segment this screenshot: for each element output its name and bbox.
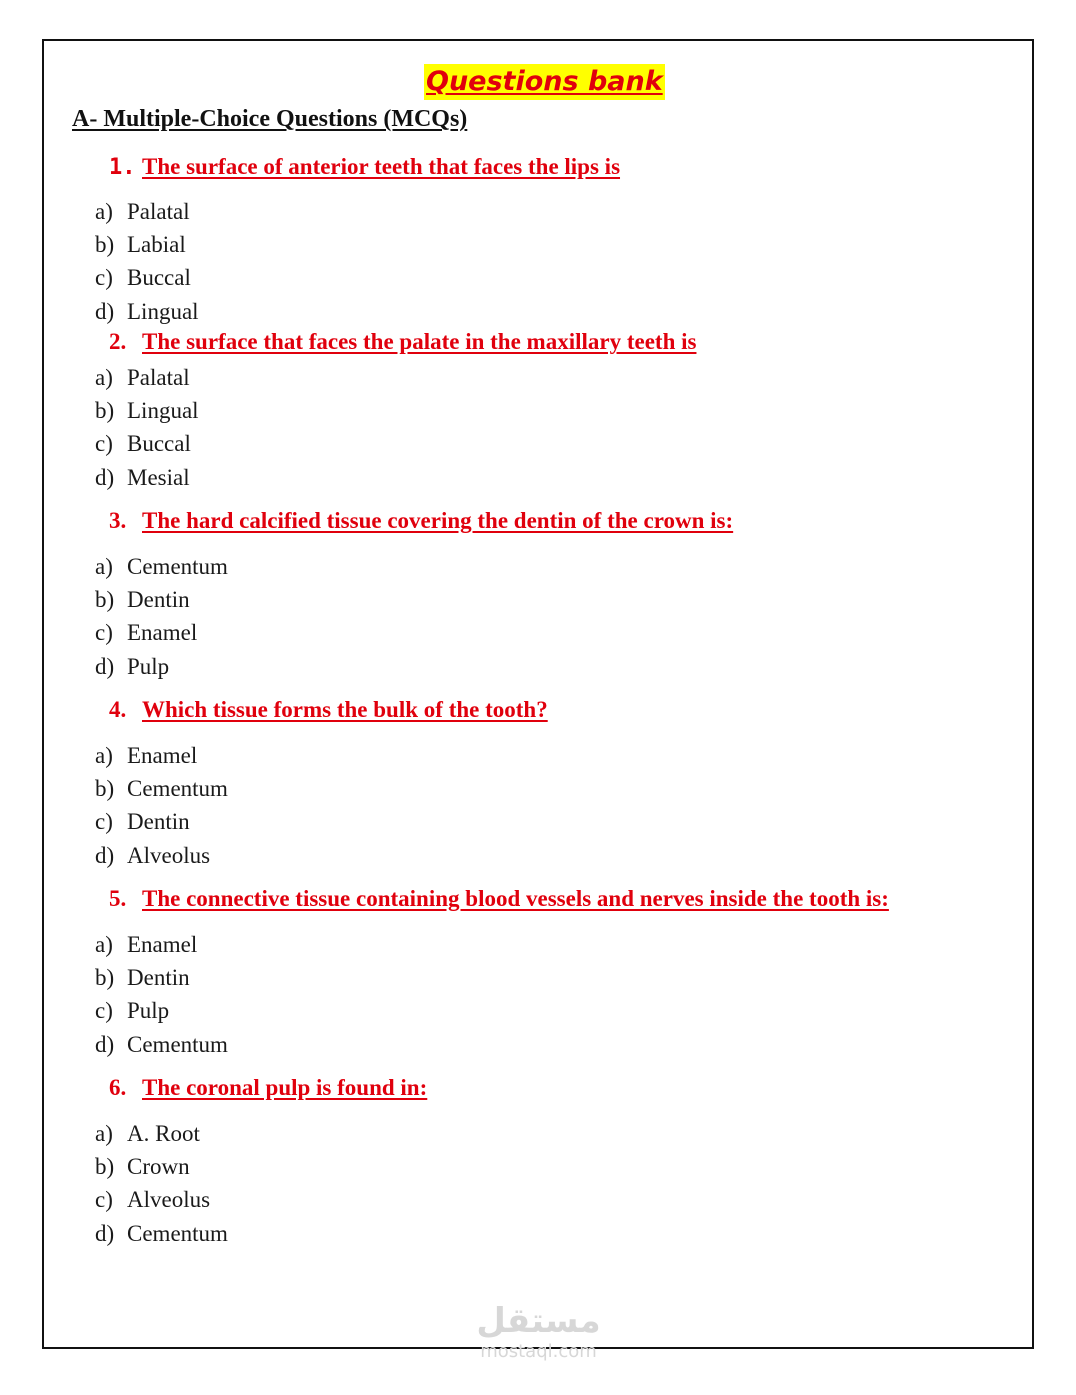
option-b [95,772,228,805]
question-number: 6. [109,1075,127,1100]
option-text: Pulp [127,998,170,1024]
option-text: Dentin [127,965,190,991]
option-letter: b) [95,776,115,802]
option-letter: c) [95,809,113,835]
option-text: Lingual [127,398,199,424]
option-d [95,839,228,872]
question-4 [109,697,548,723]
watermark-latin: mostaql.com [480,1341,597,1362]
question-number: 5. [109,886,127,911]
question-text: The surface of anterior teeth that faces the lips is [142,154,621,179]
document-title: Questions bank [424,64,665,100]
option-letter: d) [95,298,115,324]
question-4-options [95,739,228,872]
option-b [95,394,199,427]
option-c [95,805,228,838]
option-b [95,228,199,261]
option-letter: a) [95,1121,113,1146]
option-d [95,461,199,494]
option-text: Crown [127,1154,190,1180]
question-number: 4. [109,697,127,722]
question-text: Which tissue forms the bulk of the tooth? [142,697,548,722]
watermark-arabic: مستقل [476,1301,601,1341]
option-text: Dentin [127,587,190,613]
option-letter: b) [95,587,115,613]
option-text: Cementum [127,554,228,579]
option-c [95,1183,228,1216]
option-b [95,583,228,616]
question-1 [109,154,620,180]
option-d [95,1028,228,1061]
option-a [95,1117,228,1150]
question-text: The connective tissue containing blood vessels and nerves inside the tooth is: [142,886,889,911]
option-letter: a) [95,365,113,390]
option-text: Enamel [127,932,198,957]
option-a [95,928,228,961]
option-text: Alveolus [127,842,211,868]
option-text: Lingual [127,298,199,324]
option-letter: c) [95,1187,113,1213]
option-a [95,361,199,394]
option-d [95,650,228,683]
question-number: 1. [109,155,136,180]
question-text: The hard calcified tissue covering the dentin of the crown is: [142,508,734,533]
option-letter: b) [95,965,115,991]
watermark-logo [466,1300,611,1368]
option-letter: a) [95,199,113,224]
option-letter: b) [95,398,115,424]
option-d [95,295,199,328]
option-c [95,616,228,649]
option-text: Labial [127,232,186,258]
option-d [95,1217,228,1250]
option-text: Cementum [127,1031,228,1057]
option-letter: d) [95,653,115,679]
option-text: Buccal [127,265,191,291]
question-text: The surface that faces the palate in the maxillary teeth is [142,329,697,354]
question-1-options [95,195,199,328]
option-c [95,994,228,1027]
option-text: Cementum [127,776,228,802]
option-letter: d) [95,1220,115,1246]
option-text: Palatal [127,365,190,390]
option-text: Buccal [127,431,191,457]
option-c [95,427,199,460]
option-letter: c) [95,998,113,1024]
question-3 [109,508,733,534]
question-number: 2. [109,329,127,354]
option-a [95,550,228,583]
option-b [95,961,228,994]
option-text: Pulp [127,653,170,679]
question-number: 3. [109,508,127,533]
option-a [95,739,228,772]
option-text: Enamel [127,743,198,768]
option-text: Mesial [127,464,190,490]
option-text: Cementum [127,1220,228,1246]
question-5-options [95,928,228,1061]
option-letter: b) [95,1154,115,1180]
option-b [95,1150,228,1183]
question-6 [109,1075,427,1101]
option-text: Enamel [127,620,198,646]
option-letter: a) [95,932,113,957]
option-letter: d) [95,1031,115,1057]
question-6-options [95,1117,228,1250]
option-c [95,261,199,294]
option-text: Palatal [127,199,190,224]
option-letter: c) [95,620,113,646]
question-text: The coronal pulp is found in: [142,1075,428,1100]
option-letter: d) [95,464,115,490]
option-text: A. Root [127,1121,200,1146]
question-2-options [95,361,199,494]
option-letter: c) [95,265,113,291]
option-letter: d) [95,842,115,868]
question-5 [109,886,889,912]
option-a [95,195,199,228]
option-letter: b) [95,232,115,258]
question-3-options [95,550,228,683]
option-text: Alveolus [127,1187,211,1213]
section-heading: A- Multiple-Choice Questions (MCQs) [72,106,468,132]
option-text: Dentin [127,809,190,835]
option-letter: c) [95,431,113,457]
option-letter: a) [95,743,113,768]
question-2 [109,329,696,355]
option-letter: a) [95,554,113,579]
